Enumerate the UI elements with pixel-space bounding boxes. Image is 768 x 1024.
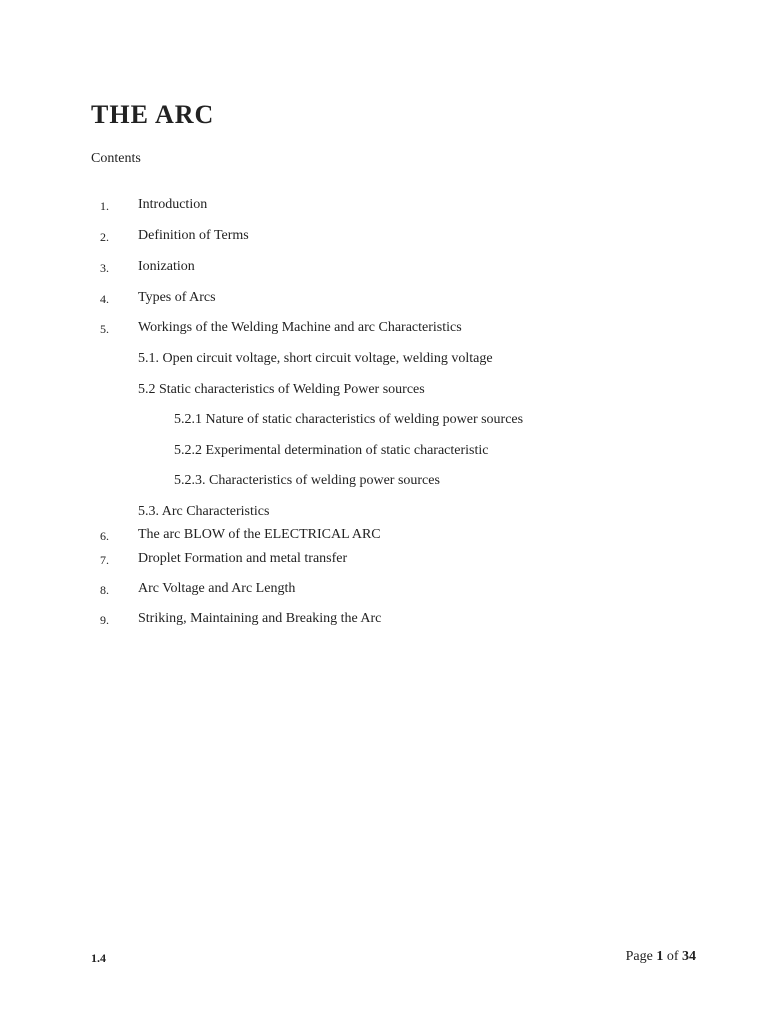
toc-subitem-5-2: 5.2 Static characteristics of Welding Power sources bbox=[138, 382, 425, 397]
toc-item-number: 6. bbox=[100, 529, 109, 543]
toc-item-number: 2. bbox=[100, 230, 109, 244]
toc-subitem-5-2-1: 5.2.1 Nature of static characteristics of welding power sources bbox=[174, 412, 524, 427]
toc-item-number: 9. bbox=[100, 613, 109, 627]
toc-item-number: 7. bbox=[100, 553, 109, 567]
toc-subitem-5-2-3: 5.2.3. Characteristics of welding power sources bbox=[174, 473, 440, 488]
footer-section-number: 1.4 bbox=[91, 951, 106, 965]
document-title: THE ARC bbox=[91, 100, 215, 129]
toc-item-number: 1. bbox=[100, 199, 109, 213]
toc-item-number: 5. bbox=[100, 322, 109, 336]
toc-item-label: Types of Arcs bbox=[138, 290, 216, 305]
of-word: of bbox=[666, 949, 679, 964]
toc-item-label: Arc Voltage and Arc Length bbox=[138, 581, 296, 596]
toc-item-number: 3. bbox=[100, 261, 109, 275]
toc-item-label: Definition of Terms bbox=[138, 228, 249, 243]
toc-item-label: The arc BLOW of the ELECTRICAL ARC bbox=[138, 527, 381, 542]
page-total: 34 bbox=[682, 949, 696, 964]
toc-item-label: Striking, Maintaining and Breaking the Arc bbox=[138, 611, 382, 626]
toc-item-number: 8. bbox=[100, 583, 109, 597]
page-word: Page bbox=[625, 949, 653, 964]
toc-item-label: Workings of the Welding Machine and arc Characteristics bbox=[138, 320, 462, 335]
toc-item-label: Introduction bbox=[138, 197, 208, 212]
toc-item-label: Droplet Formation and metal transfer bbox=[138, 551, 348, 566]
contents-label: Contents bbox=[91, 151, 141, 166]
toc-subitem-5-2-2: 5.2.2 Experimental determination of static characteristic bbox=[174, 443, 489, 458]
toc-subitem-5-1: 5.1. Open circuit voltage, short circuit voltage, welding voltage bbox=[138, 351, 493, 366]
page-indicator bbox=[626, 949, 696, 965]
toc-item-number: 4. bbox=[100, 292, 109, 306]
page-current: 1 bbox=[656, 949, 664, 964]
toc-item-label: Ionization bbox=[138, 259, 195, 274]
toc-subitem-5-3: 5.3. Arc Characteristics bbox=[138, 504, 270, 519]
